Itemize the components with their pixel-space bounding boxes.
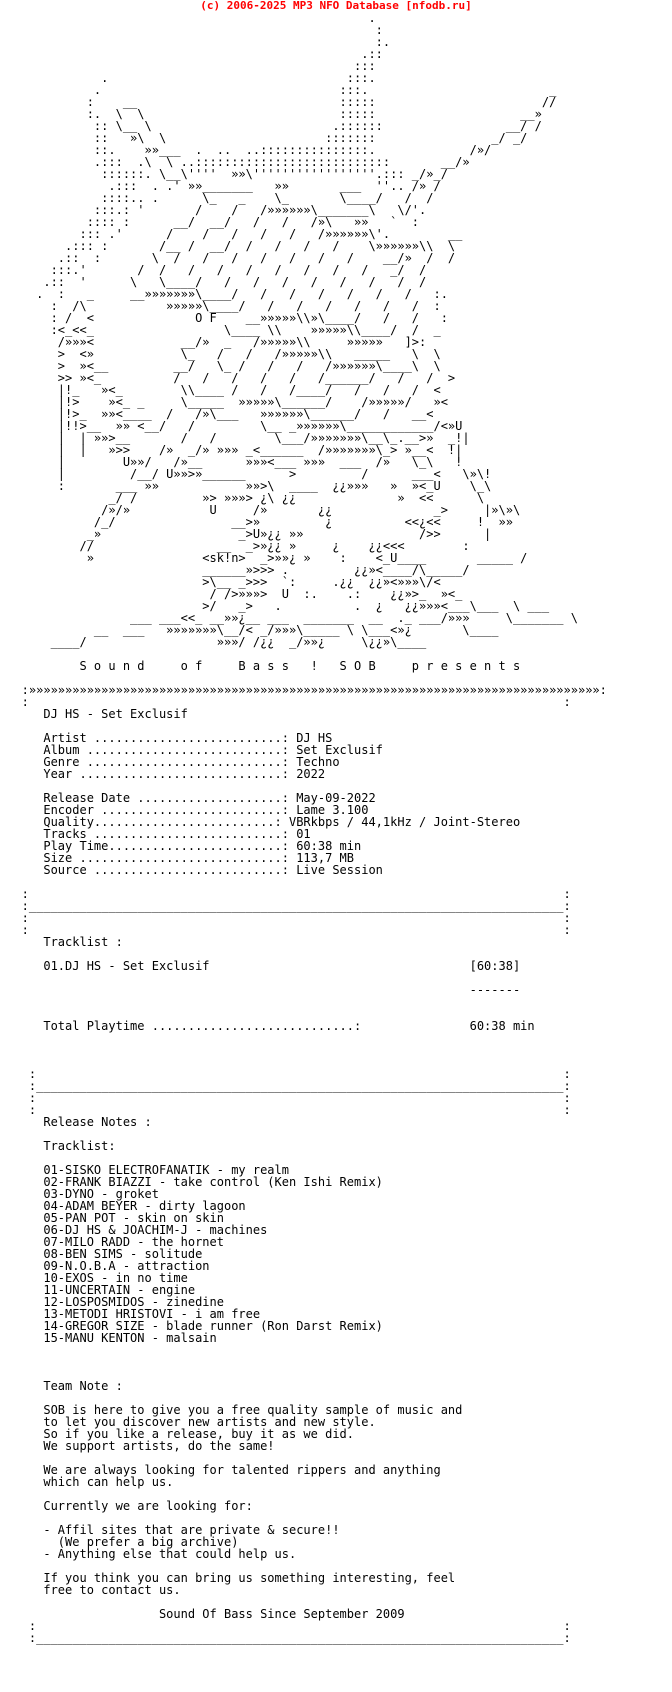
site-header: (c) 2006-2025 MP3 NFO Database [nfodb.ru]: [200, 0, 472, 12]
nfo-text: . : :. .:: ::: . :::. . :::. _ : __ ::::: // :. \ \ ::::: __» :: \__ \ .:::::: __/ / :: »\ \ ::::::: _/ _/ ::. »»___ . .. ..:::::::::::::::. /»/ .::: .\ \ ..::::::::::::::::::::::::::: __/» ::::::. \__\'''' »»\'''''''''''''''''.::: _/»_/ .::: . .' »»_______ »» ___ ''.. /» / ::::.. . \_ _ \_ \____/ / / :::.: ' / / /»»»»»»\_______\ \/'. :::: : __/ __/ / / /»\ »» ` : ::: .' / / / / / /»»»»»»\'. __ .::: : /__ / __/ / / / / \»»»»»»\\ \ .:: : \ / / / / / / / __/» / / :::.' / / / / / / / / / _/ / .:: ' \ \____/ / / / / / / / / . : _ __»»»»»»»\____/ / / / / / / :. : /\ »»»»»\____/ / / / / / / : : / < O F __»»»»»\\»\____/ / / : :<_<<_ \____ \\ »»»»»\\____/ / _ /»»»< __/» _ /»»»»»\\ »»»»» ]>: > <» \_ / / /»»»»»\\ _____ \ \ > »<__ __/ \_ / / / /»»»»»»\____\ \ >> »<_ / / / / / /______/ / / > |!_ »<_ \\____ / / /____/ / / / < |!> »<_ _ \_____ »»»»»\______/ /»»»»»/ »< |!>_ »»<____ / /»\___ »»»»»»\______/ / __< |!!>__ »» <__/ / \__ _»»»»»»\____________/<»U | | »»>__ / / \___/»»»»»»»\__\_.__>» _!| | | »>> /» _/» »»» _<______ /»»»»»»»\_> »__< !| | U»»/ /»__ »»»<___ »»» ___ /» \_\ ! | /__/ U»»>»______ > / ___< \»\! : ___ »» »»>\ ____ ¿¿»»» » »<_U \_\ _/ / »> »»»> ¿\ ¿¿ » << \ /»/» U /» ¿¿ _> |»\»\ /_/ __>» ¿ <<¿<< ! »» _» _>U»¿¿ »» />> | // __ _>»¿¿ » ¿ ¿¿<<< : » <sk!n> _>»»¿ » : <_U____ _____ / ______»>>> . ¿¿»<____/\_____/ >\__ _>>> `: .¿¿ ¿¿»<»»»\/< / />»»»> U :. .: ¿¿»>_ »<_ >/ _> . . ¿ ¿¿»»»<___\___ \ ___ ___ ___<<_ __»»¿__ ___ _______ __ ._ ___/»»» \_______ \ __ ___ »»»»»»»\__/< _/»»»\_____ \ \___<»¿ \____ ____/ »»»/ /¿¿ _/»»¿ \¿¿»\____ S o u n d o f B a s s ! S O B p r e s e n t s :»»»»»»»»»»»»»»»»»»»»»»»»»»»»»»»»»»»»»»»»»»»»»»»»»»»»»»»»»»»»»»»»»»»»»»»»»»»»»»»: : : DJ HS - Set Exclusif Artist ..........................: DJ HS Album ...........................: Set Exclusif Genre ...........................: Techno Year ............................: 2022 Release Date ....................: May-09-2022 Encoder .........................: Lame 3.100 Quality.........................: VBRkbps / 44,1kHz / Joint-Stereo Tracks ..........................: 01 Play Time........................: 60:38 min Size ............................: 113,7 MB Source ..........................: Live Session : : :__________________________________________________________________________: : : : : Tracklist : 01.DJ HS - Set Exclusif [60:38] ------- Total Playtime ............................: 60:38 min : : :_________________________________________________________________________: : : : : Release Notes : Tracklist: 01-SISKO ELECTROFANATIK - my realm 02-FRANK BIAZZI - take control (Ken Ishi Remix) 03-DYNO - groket 04-ADAM BEYER - dirty lagoon 05-PAN POT - skin on skin 06-DJ HS & JOACHIM-J - machines 07-MILO RADD - the hornet 08-BEN SIMS - solitude 09-N.O.B.A - attraction 10-EXOS - in no time 11-UNCERTAIN - engine 12-LOSPOSMIDOS - zinedine 13-METODI HRISTOVI - i am free 14-GREGOR SIZE - blade runner (Ron Darst Remix) 15-MANU KENTON - malsain Team Note : SOB is here to give you a free quality sample of music and to let you discover new artists and new style. So if you like a release, buy it as we did. We support artists, do the same! We are always looking for talented rippers and anything which can help us. Currently we are looking for: - Affil sites that are private & secure!! (We prefer a big archive) - Anything else that could help us. If you think you can bring us something interesting, feel free to contact us. Sound Of Bass Since September 2009 : : :_________________________________________________________________________:: [21, 11, 607, 1645]
